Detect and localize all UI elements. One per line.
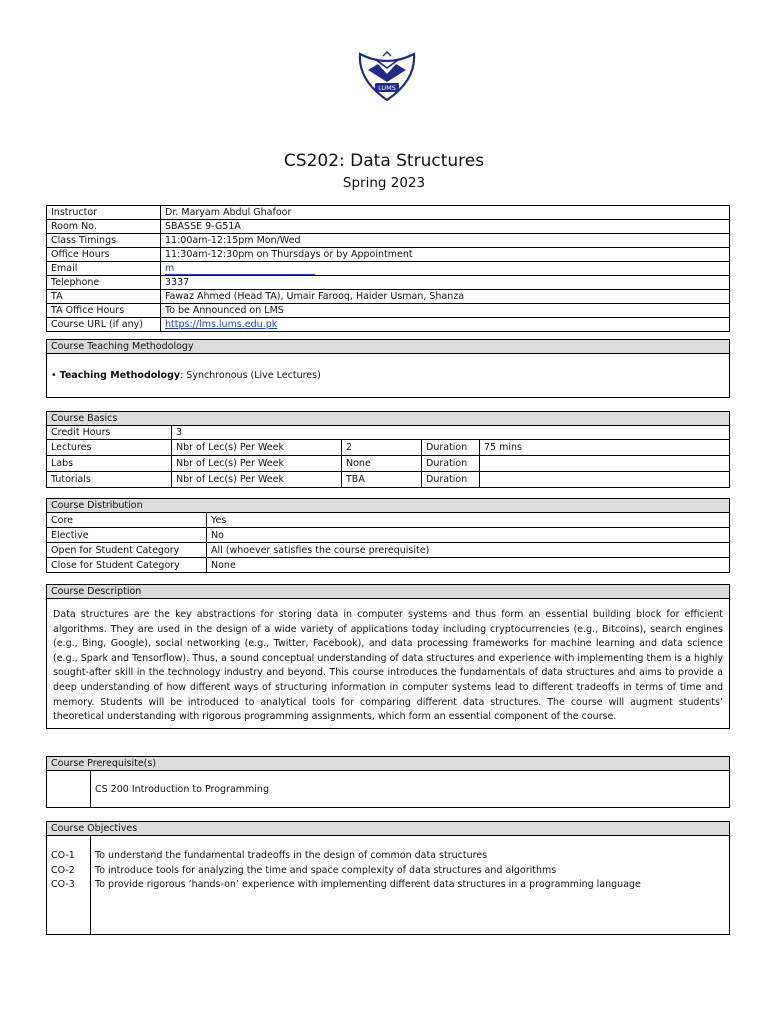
table-row: Core Yes [47, 513, 730, 528]
course-term: Spring 2023 [342, 175, 426, 191]
lums-logo [356, 50, 418, 102]
section-header: Course Objectives [47, 822, 730, 836]
table-row: Labs Nbr of Lec(s) Per Week None Duration [47, 456, 730, 472]
course-title: CS202: Data Structures [283, 151, 485, 171]
svg-text:LUMS: LUMS [378, 84, 396, 92]
section-header: Course Basics [47, 412, 730, 426]
table-row: Course URL (if any) https://lms.lums.edu.pk [47, 318, 730, 332]
bullet-icon: • [51, 370, 57, 381]
course-description-text: Data structures are the key abstractions for storing data in computer systems and thus form an essential building block for efficient algorithms. They are used in the design of a wide variety of applications today including cryptocurrencies (e.g., Bitcoins), search engines (e.g., Bing, Google), social networking (e.g., Twitter, Facebook), and data processing frameworks for machine learning and data science (e.g., Spark and Tensorflow). Thus, a sound conceptual understanding of data structures and experience with implementing them is a highly sought-after skill in the technology industry and beyond. This course introduces the fundamentals of data structures and aims to provide a deep understanding of how different ways of structuring information in computer systems lead to different tradeoffs in terms of time and memory. Students will be introduced to analytical tools for comparing different data structures. The course will augment students’ theoretical understanding with rigorous programming assignments, which form an essential component of the course. [47, 599, 730, 729]
table-row: Class Timings 11:00am-12:15pm Mon/Wed [47, 234, 730, 248]
course-url-link[interactable]: https://lms.lums.edu.pk [165, 319, 278, 330]
section-header: Course Distribution [47, 499, 730, 513]
table-row: Credit Hours 3 [47, 426, 730, 440]
email-link[interactable]: m [165, 263, 315, 275]
table-row: Elective No [47, 528, 730, 543]
table-row: Email m [47, 262, 730, 276]
methodology-label: Teaching Methodology [59, 370, 181, 381]
section-header: Course Prerequisite(s) [47, 757, 730, 771]
table-row: Open for Student Category All (whoever satisfies the course prerequisite) [47, 543, 730, 558]
section-header: Course Teaching Methodology [47, 340, 730, 354]
table-row: Close for Student Category None [47, 558, 730, 573]
methodology-value: : Synchronous (Live Lectures) [180, 370, 321, 381]
prerequisite-table [46, 756, 730, 808]
table-row: CS 200 Introduction to Programming [47, 771, 730, 808]
table-row: TA Fawaz Ahmed (Head TA), Umair Farooq, Haider Usman, Shanza [47, 290, 730, 304]
course-basics-table [46, 411, 730, 488]
table-row: Office Hours 11:30am-12:30pm on Thursdays or by Appointment [47, 248, 730, 262]
table-row: Instructor Dr. Maryam Abdul Ghafoor [47, 206, 730, 220]
table-row: Room No. SBASSE 9-G51A [47, 220, 730, 234]
course-distribution-table [46, 498, 730, 573]
methodology-table [46, 339, 730, 398]
table-row: Lectures Nbr of Lec(s) Per Week 2 Duration 75 mins [47, 440, 730, 456]
table-row: TA Office Hours To be Announced on LMS [47, 304, 730, 318]
table-row: CO-1 CO-2 CO-3 To understand the fundamental tradeoffs in the design of common data structures To introduce tools for analyzing the time and space complexity of data structures and algorithms To provide rigorous ‘hands-on’ experience with implementing different data structures in a programming language [47, 836, 730, 935]
course-objectives-table [46, 821, 730, 935]
table-row: Telephone 3337 [47, 276, 730, 290]
section-header: Course Description [47, 585, 730, 599]
course-description-table [46, 584, 730, 729]
course-info-table [46, 205, 730, 332]
table-row: Tutorials Nbr of Lec(s) Per Week TBA Duration [47, 472, 730, 488]
